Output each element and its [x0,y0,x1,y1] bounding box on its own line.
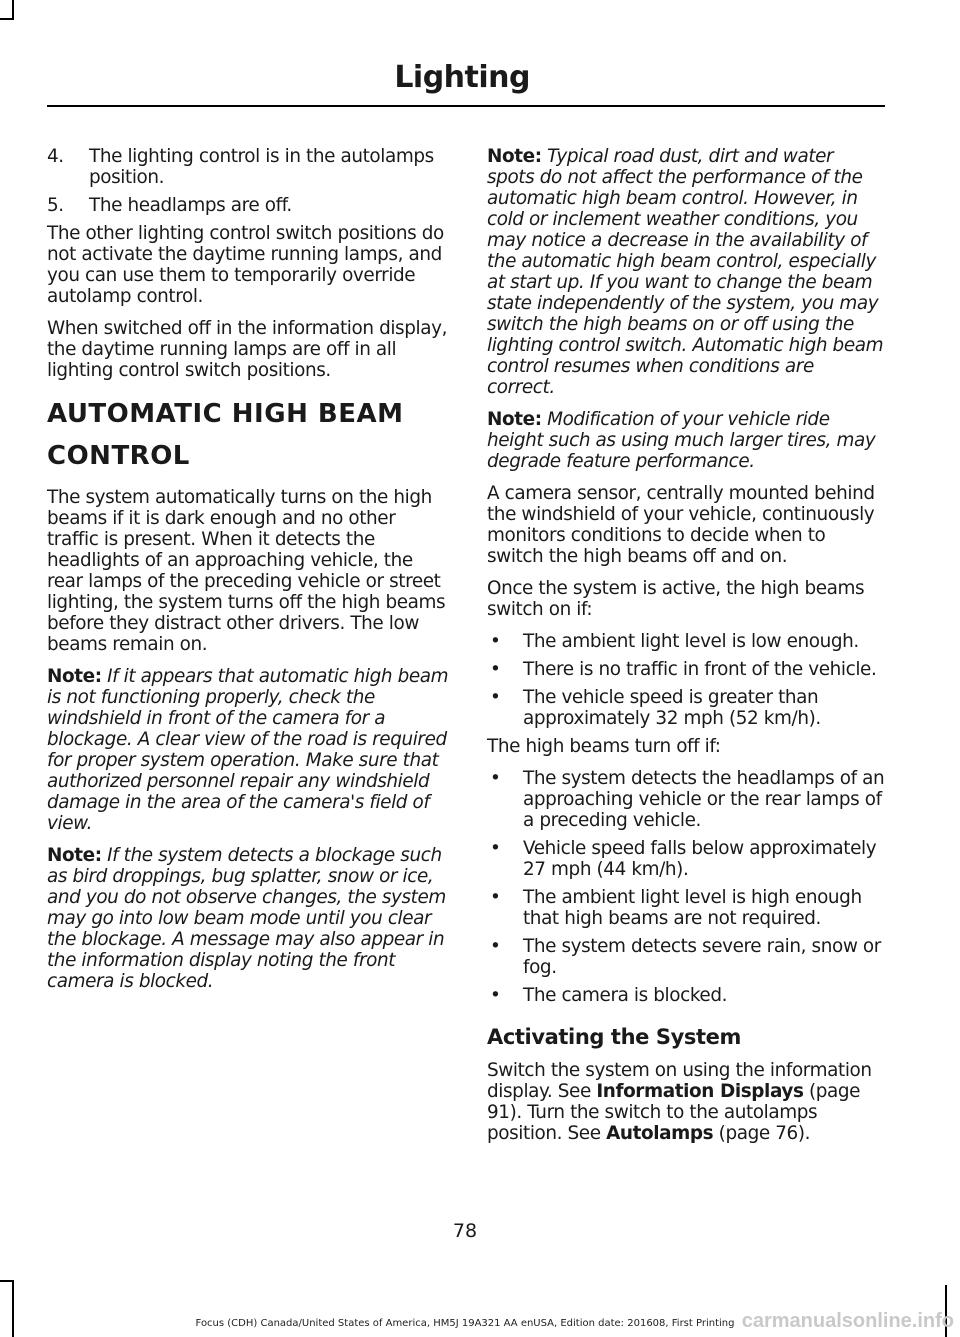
bullet-text: The system detects severe rain, snow or fog. [523,936,881,978]
paragraph-text: Switch the system on using the information display. See [487,1060,872,1102]
bullet-text: The camera is blocked. [523,985,728,1006]
paragraph: The high beams turn off if: [487,736,721,757]
bullet-icon: • [490,659,501,680]
crop-mark [12,0,14,18]
note [47,845,451,992]
paragraph [487,1060,885,1144]
bullet-item [487,936,885,978]
bullet-item [487,631,885,652]
note-text: If the system detects a blockage such as bird droppings, bug splatter, snow or ice, and you do not observe changes, the system may go into low beam mode until you clear the blockage. A message may also appear in the information display noting the front camera is blocked. [47,845,446,992]
paragraph: The other lighting control switch positions do not activate the daytime running lamps, and you can use them to temporarily override autolamp control. [47,223,444,307]
bullet-icon: • [490,768,501,789]
paragraph-text: (page 76). [713,1123,811,1144]
list-text: The headlamps are off. [89,195,292,216]
bullet-icon: • [490,936,501,957]
paragraph: The system automatically turns on the high beams if it is dark enough and no other traffic is present. When it detects the headlights of an approaching vehicle, the rear lamps of the preceding vehicle or street lighting, the system turns off the high beams before they distract other drivers. The low beams remain on. [47,487,446,655]
list-item [47,195,451,216]
note [487,146,885,398]
note-label: Note: [487,146,542,167]
bullet-item [487,659,885,680]
bullet-item [487,985,885,1006]
crop-mark [0,1280,14,1282]
right-column [487,146,885,1155]
watermark: carmanualsonline.info [741,1310,954,1332]
note [487,409,885,472]
bullet-text: There is no traffic in front of the vehicle. [523,659,877,680]
bullet-text: Vehicle speed falls below approximately 27 mph (44 km/h). [523,838,877,880]
header-rule [47,105,885,107]
bullet-icon: • [490,887,501,908]
section-heading [47,399,451,471]
bullet-icon: • [490,985,501,1006]
list-text: The lighting control is in the autolamps position. [89,146,434,188]
section-heading-line: AUTOMATIC HIGH BEAM [47,399,404,429]
paragraph: A camera sensor, centrally mounted behind the windshield of your vehicle, continuously monitors conditions to decide when to switch the high beams off and on. [487,483,875,567]
bullet-text: The system detects the headlamps of an approaching vehicle or the rear lamps of a preceding vehicle. [523,768,885,831]
section-heading-line: CONTROL [47,441,190,471]
bullet-icon: • [490,687,501,708]
crop-mark [0,18,14,20]
bullet-icon: • [490,631,501,652]
page-number: 78 [452,1220,478,1242]
list-item [47,146,451,188]
bullet-text: The ambient light level is low enough. [523,631,859,652]
list-number: 4. [47,146,64,167]
bullet-icon: • [490,838,501,859]
cross-reference-link[interactable]: Information Displays [596,1081,804,1102]
note-text: Typical road dust, dirt and water spots do not affect the performance of the automatic high beam control. However, in cold or inclement weather conditions, you may notice a decrease in the availability of the automatic high beam control, especially at start up. If you want to change the beam state independently of the system, you may switch the high beams on or off using the lighting control switch. Automatic high beam control resumes when conditions are correct. [487,146,884,398]
subheading: Activating the System [487,1025,741,1049]
bullet-item [487,838,885,880]
paragraph: Once the system is active, the high beams switch on if: [487,578,865,620]
footer-text: Focus (CDH) Canada/United States of America, HM5J 19A321 AA enUSA, Edition date: 201608, First Printing [195,1318,735,1329]
note [47,666,451,834]
note-text: If it appears that automatic high beam is not functioning properly, check the windshield in front of the camera for a blockage. A clear view of the road is required for proper system operation. Make sure that authorized personnel repair any windshield damage in the area of the camera's field of view. [47,666,449,834]
bullet-text: The ambient light level is high enough that high beams are not required. [523,887,862,929]
note-label: Note: [47,666,102,687]
note-label: Note: [487,409,542,430]
cross-reference-link[interactable]: Autolamps [606,1123,714,1144]
page-section-title: Lighting [394,60,530,95]
paragraph-text: (page 91). Turn the switch to the autolamps position. See [487,1081,861,1144]
list-number: 5. [47,195,64,216]
paragraph: When switched off in the information display, the daytime running lamps are off in all lighting control switch positions. [47,318,448,381]
bullet-item [487,687,885,729]
note-label: Note: [47,845,102,866]
left-column [47,146,451,1003]
bullet-item [487,768,885,831]
note-text: Modification of your vehicle ride height such as using much larger tires, may degrade feature performance. [487,409,876,472]
bullet-item [487,887,885,929]
bullet-text: The vehicle speed is greater than approximately 32 mph (52 km/h). [523,687,821,729]
